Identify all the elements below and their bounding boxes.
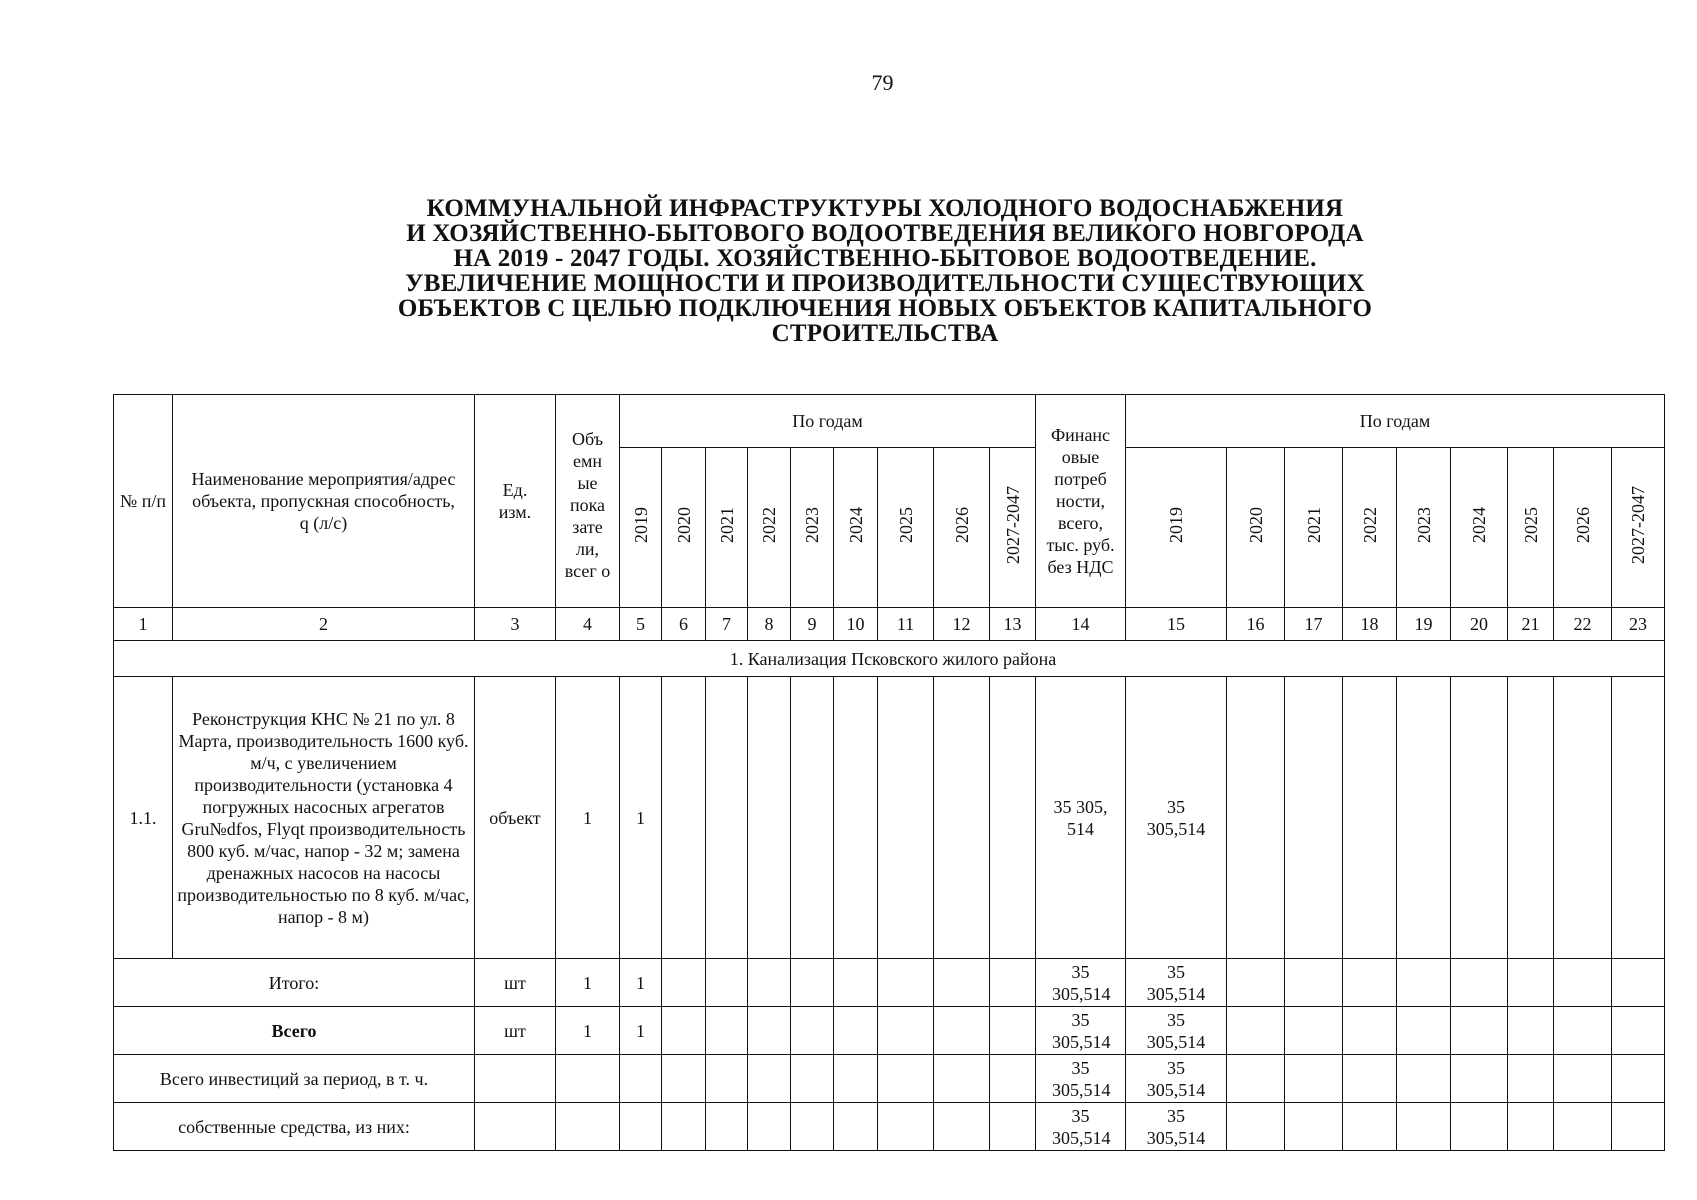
total-unit: шт [475,959,556,1007]
own-funds-finance-2019: 35 305,514 [1126,1103,1227,1151]
column-number: 9 [791,608,834,641]
item-year-2019: 1 [620,677,662,959]
column-number: 4 [556,608,620,641]
empty-cell [1612,1007,1665,1055]
year-cell: 2024 [1451,448,1508,608]
year-cell: 2026 [934,448,990,608]
year-cell: 2026 [1554,448,1612,608]
empty-cell [475,1055,556,1103]
header-finance: Финанс овые потреб ности, всего, тыс. руб. без НДС [1036,395,1126,608]
empty-cell [1397,1007,1451,1055]
empty-cell [662,1055,706,1103]
empty-cell [662,677,706,959]
header-num: № п/п [114,395,173,608]
empty-cell [1612,677,1665,959]
header-by-years-2: По годам [1126,395,1665,448]
empty-cell [990,1007,1036,1055]
empty-cell [1285,959,1343,1007]
empty-cell [620,1055,662,1103]
empty-cell [834,959,878,1007]
total-volume: 1 [556,959,620,1007]
empty-cell [1451,1055,1508,1103]
empty-cell [934,1103,990,1151]
item-finance-total: 35 305, 514 [1036,677,1126,959]
header-volume: Объ емн ые пока зате ли, всег о [556,395,620,608]
empty-cell [1227,677,1285,959]
column-number: 23 [1612,608,1665,641]
own-funds-row [114,1103,1665,1151]
empty-cell [662,1007,706,1055]
empty-cell [706,1103,748,1151]
empty-cell [662,959,706,1007]
item-number: 1.1. [114,677,173,959]
year-cell: 2023 [1397,448,1451,608]
year-cell: 2022 [1343,448,1397,608]
empty-cell [556,1103,620,1151]
empty-cell [990,677,1036,959]
grand-total-finance-2019: 35 305,514 [1126,1007,1227,1055]
investment-table [113,394,1665,1151]
empty-cell [1451,1007,1508,1055]
empty-cell [934,959,990,1007]
empty-cell [1554,1007,1612,1055]
total-finance-2019: 35 305,514 [1126,959,1227,1007]
empty-cell [878,959,934,1007]
title-line: НА 2019 - 2047 ГОДЫ. ХОЗЯЙСТВЕННО-БЫТОВОЕ ВОДООТВЕДЕНИЕ. [453,245,1317,272]
title-line: КОММУНАЛЬНОЙ ИНФРАСТРУКТУРЫ ХОЛОДНОГО ВОДОСНАБЖЕНИЯ [426,195,1344,222]
investment-label: Всего инвестиций за период, в т. ч. [114,1055,475,1103]
column-number: 15 [1126,608,1227,641]
item-volume: 1 [556,677,620,959]
section-row [114,641,1665,677]
empty-cell [1554,677,1612,959]
empty-cell [1343,1103,1397,1151]
empty-cell [1451,959,1508,1007]
year-cell: 2019 [620,448,662,608]
empty-cell [1612,1055,1665,1103]
empty-cell [1508,1007,1554,1055]
empty-cell [791,1055,834,1103]
investment-finance: 35 305,514 [1036,1055,1126,1103]
year-cell: 2027-2047 [990,448,1036,608]
own-funds-finance: 35 305,514 [1036,1103,1126,1151]
empty-cell [1508,1103,1554,1151]
empty-cell [834,1007,878,1055]
empty-cell [1508,1055,1554,1103]
empty-cell [475,1103,556,1151]
column-number: 1 [114,608,173,641]
header-unit: Ед. изм. [475,395,556,608]
empty-cell [706,1007,748,1055]
empty-cell [834,1055,878,1103]
year-cell: 2020 [662,448,706,608]
empty-cell [791,1007,834,1055]
grand-total-unit: шт [475,1007,556,1055]
column-number: 21 [1508,608,1554,641]
grand-total-year-2019: 1 [620,1007,662,1055]
investment-finance-2019: 35 305,514 [1126,1055,1227,1103]
column-number: 2 [173,608,475,641]
empty-cell [1227,959,1285,1007]
empty-cell [1227,1055,1285,1103]
item-name: Реконструкция КНС № 21 по ул. 8 Марта, производительность 1600 куб. м/ч, с увеличением производительности (установка 4 погружных насосных агрегатов Gru№dfos, Flyqt производительность 800 куб. м/час, напор - 32 м; замена дренажных насосов на насосы производительностью по 8 куб. м/час, напор - 8 м) [173,677,475,959]
empty-cell [1227,1007,1285,1055]
item-finance-2019: 35 305,514 [1126,677,1227,959]
empty-cell [1451,677,1508,959]
empty-cell [834,677,878,959]
grand-total-label: Всего [114,1007,475,1055]
empty-cell [1508,677,1554,959]
empty-cell [934,677,990,959]
empty-cell [1554,1055,1612,1103]
grand-total-row [114,1007,1665,1055]
title-line: СТРОИТЕЛЬСТВА [771,320,999,347]
document-title [280,196,1490,346]
empty-cell [1343,677,1397,959]
empty-cell [1285,1007,1343,1055]
column-number-row [114,608,1665,641]
column-number: 19 [1397,608,1451,641]
empty-cell [990,959,1036,1007]
empty-cell [878,1007,934,1055]
column-number: 11 [878,608,934,641]
empty-cell [1612,1103,1665,1151]
year-cell: 2025 [878,448,934,608]
empty-cell [791,677,834,959]
year-cell: 2023 [791,448,834,608]
empty-cell [1343,959,1397,1007]
empty-cell [748,1103,791,1151]
empty-cell [878,1055,934,1103]
column-number: 22 [1554,608,1612,641]
empty-cell [934,1055,990,1103]
item-unit: объект [475,677,556,959]
grand-total-volume: 1 [556,1007,620,1055]
empty-cell [1343,1055,1397,1103]
total-label: Итого: [114,959,475,1007]
year-cell: 2020 [1227,448,1285,608]
empty-cell [791,959,834,1007]
total-row [114,959,1665,1007]
column-number: 14 [1036,608,1126,641]
investment-row [114,1055,1665,1103]
total-year-2019: 1 [620,959,662,1007]
column-number: 3 [475,608,556,641]
column-number: 12 [934,608,990,641]
title-line: УВЕЛИЧЕНИЕ МОЩНОСТИ И ПРОИЗВОДИТЕЛЬНОСТИ СУЩЕСТВУЮЩИХ [405,270,1365,297]
page-number: 79 [871,70,894,95]
empty-cell [620,1103,662,1151]
empty-cell [748,959,791,1007]
empty-cell [878,1103,934,1151]
year-cell: 2022 [748,448,791,608]
column-number: 18 [1343,608,1397,641]
column-number: 7 [706,608,748,641]
empty-cell [834,1103,878,1151]
column-number: 6 [662,608,706,641]
header-by-years-1: По годам [620,395,1036,448]
title-line: ОБЪЕКТОВ С ЦЕЛЬЮ ПОДКЛЮЧЕНИЯ НОВЫХ ОБЪЕКТОВ КАПИТАЛЬНОГО [397,295,1373,322]
column-number: 10 [834,608,878,641]
year-cell: 2019 [1126,448,1227,608]
column-number: 8 [748,608,791,641]
empty-cell [1397,677,1451,959]
empty-cell [990,1055,1036,1103]
empty-cell [706,677,748,959]
empty-cell [1554,1103,1612,1151]
empty-cell [791,1103,834,1151]
year-cell: 2021 [706,448,748,608]
empty-cell [1397,1103,1451,1151]
column-number: 16 [1227,608,1285,641]
header-row [114,395,1665,448]
empty-cell [934,1007,990,1055]
total-finance: 35 305,514 [1036,959,1126,1007]
section-title: 1. Канализация Псковского жилого района [114,641,1665,677]
column-number: 5 [620,608,662,641]
empty-cell [748,677,791,959]
year-cell: 2021 [1285,448,1343,608]
empty-cell [1554,959,1612,1007]
empty-cell [662,1103,706,1151]
column-number: 17 [1285,608,1343,641]
empty-cell [1285,1055,1343,1103]
empty-cell [1397,959,1451,1007]
empty-cell [1285,677,1343,959]
year-cell: 2024 [834,448,878,608]
empty-cell [1227,1103,1285,1151]
empty-cell [990,1103,1036,1151]
empty-cell [748,1007,791,1055]
year-cell: 2025 [1508,448,1554,608]
empty-cell [1612,959,1665,1007]
empty-cell [706,959,748,1007]
empty-cell [1285,1103,1343,1151]
header-name: Наименование мероприятия/адрес объекта, пропускная способность, q (л/с) [173,395,475,608]
empty-cell [1508,959,1554,1007]
year-cell: 2027-2047 [1612,448,1665,608]
empty-cell [878,677,934,959]
table-row [114,677,1665,959]
empty-cell [748,1055,791,1103]
own-funds-label: собственные средства, из них: [114,1103,475,1151]
grand-total-finance: 35 305,514 [1036,1007,1126,1055]
empty-cell [1343,1007,1397,1055]
empty-cell [1397,1055,1451,1103]
empty-cell [556,1055,620,1103]
column-number: 20 [1451,608,1508,641]
column-number: 13 [990,608,1036,641]
empty-cell [1451,1103,1508,1151]
title-line: И ХОЗЯЙСТВЕННО-БЫТОВОГО ВОДООТВЕДЕНИЯ ВЕЛИКОГО НОВГОРОДА [406,220,1364,247]
empty-cell [706,1055,748,1103]
